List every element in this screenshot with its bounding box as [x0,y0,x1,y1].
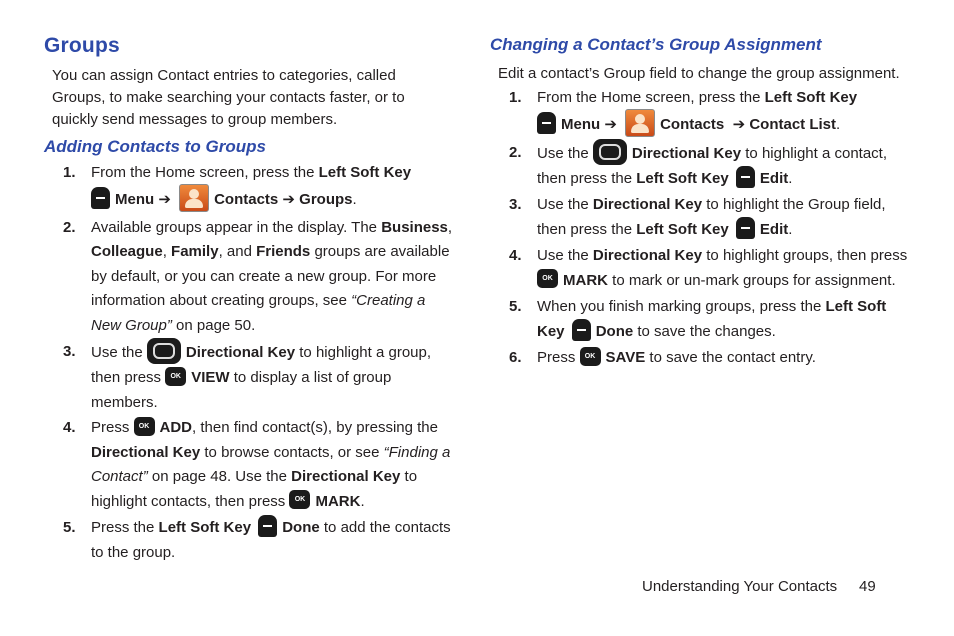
step-item: 3. Use the Directional Key to highlight the Group field, then press the Left Soft Key Edit. [509,196,886,238]
section-heading-changing: Changing a Contact’s Group Assignment [490,35,822,54]
left-soft-key-icon [736,217,755,239]
left-soft-key-icon [537,112,556,134]
step-item: 5. Press the Left Soft Key Done to add the contacts to the group. [44,516,454,565]
footer-section-title: Understanding Your Contacts [642,578,838,595]
step-item: 6. Press OK SAVE to save the contact entry. [490,346,910,371]
ok-key-icon: OK [580,347,601,366]
changing-steps-list [490,86,910,371]
step-item: 4. Press OK ADD, then find contact(s), by pressing the Directional Key to browse contacts, or see “Finding a Contact” on page 48. Use the Directional Key to highlight contacts, then press OK MARK. [44,416,454,514]
ok-key-icon: OK [165,367,186,386]
step-item: 1. From the Home screen, press the Left Soft Key Menu ➔ Contacts ➔ Groups. [44,161,454,214]
contacts-app-icon [179,184,209,212]
left-soft-key-icon [736,166,755,188]
adding-steps-list [44,161,454,565]
directional-key-icon [147,338,181,364]
step-item: 2. Use the Directional Key to highlight a contact, then press the Left Soft Key Edit. [490,141,910,192]
left-soft-key-icon [91,187,110,209]
footer-page-number: 49 [859,578,876,595]
left-soft-key-icon [258,515,277,537]
ok-key-icon: OK [289,490,310,509]
page-title: Groups [44,34,120,57]
step-item: 4. Use the Directional Key to highlight groups, then press OK MARK to mark or un-mark groups for assignment. [509,247,908,289]
step-item: 2. Available groups appear in the display. The Business, Colleague, Family, and Friends groups are available by default, or you can create a new group. For more information about creating groups, see “Creating a New Group” on page 50. [63,218,453,334]
changing-intro: Edit a contact’s Group field to change the group assignment. [498,65,900,82]
left-soft-key-icon [572,319,591,341]
section-heading-adding: Adding Contacts to Groups [44,137,266,156]
step-item: 5. When you finish marking groups, press the Left Soft Key Done to save the changes. [509,298,887,340]
step-item: 1. From the Home screen, press the Left Soft Key Menu ➔ Contacts ➔ Contact List. [490,86,910,139]
contacts-app-icon [625,109,655,137]
step-item: 3. Use the Directional Key to highlight a group, then press OK VIEW to display a list of group members. [44,340,454,415]
intro-paragraph: You can assign Contact entries to categories, called Groups, to make searching your contacts faster, or to quickly send messages to group members. [52,67,405,128]
ok-key-icon: OK [537,269,558,288]
directional-key-icon [593,139,627,165]
ok-key-icon: OK [134,417,155,436]
